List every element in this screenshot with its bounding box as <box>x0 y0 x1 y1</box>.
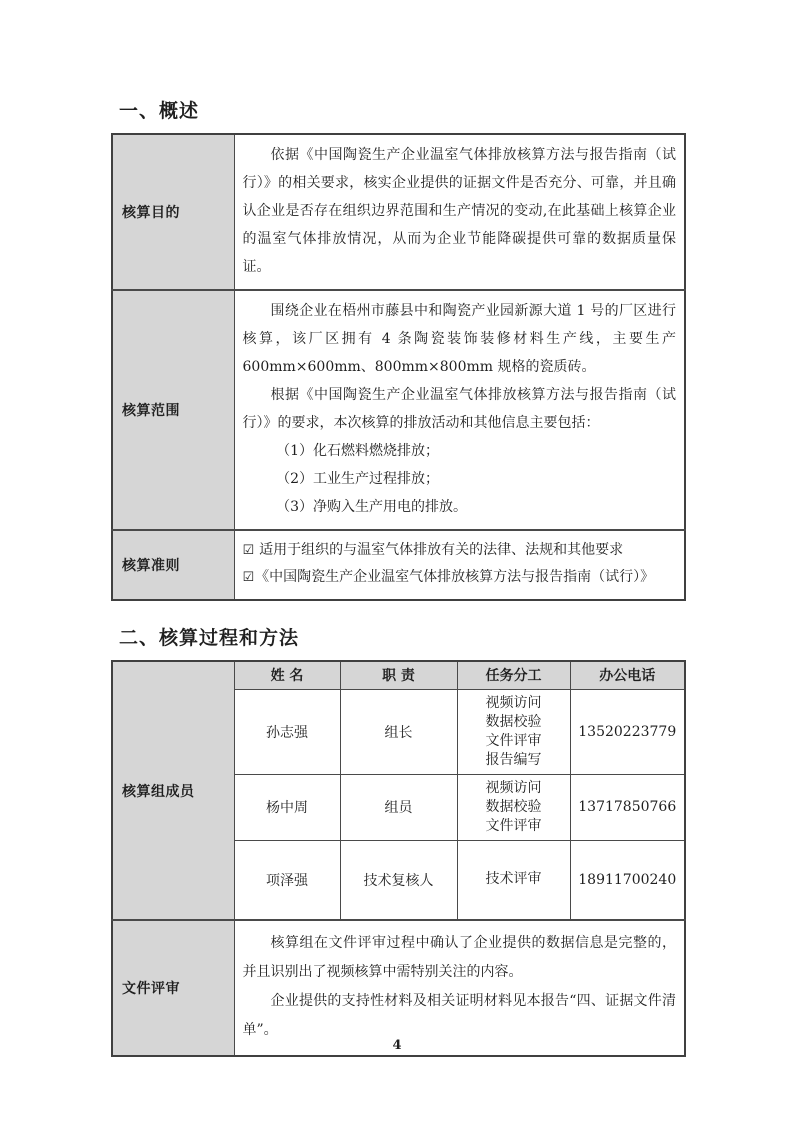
task-item: 文件评审 <box>485 817 542 834</box>
member-tasks <box>457 689 570 774</box>
page-content <box>111 0 686 1057</box>
page-number: 4 <box>392 1038 402 1053</box>
checked-checkbox-icon: ☑ <box>242 570 255 585</box>
overview-table <box>111 133 686 601</box>
member-role: 技术复核人 <box>340 840 457 920</box>
scope-label: 核算范围 <box>112 290 234 530</box>
member-phone: 13520223779 <box>570 689 685 774</box>
scope-paragraph: 围绕企业在梧州市藤县中和陶瓷产业园新源大道 1 号的厂区进行核算，该厂区拥有 4 条陶瓷装饰装修材料生产线，主要生产600mm×600mm、800mm×800mm 规格的瓷质砖。 <box>242 303 676 375</box>
team-label: 核算组成员 <box>112 661 234 920</box>
column-header-name: 姓 名 <box>234 661 340 689</box>
member-tasks <box>457 774 570 840</box>
scope-content <box>234 290 685 530</box>
criteria-label: 核算准则 <box>112 530 234 600</box>
member-phone: 13717850766 <box>570 774 685 840</box>
table-row <box>112 290 685 530</box>
column-header-duty: 职 责 <box>340 661 457 689</box>
criteria-content <box>234 530 685 600</box>
process-table <box>111 660 686 1057</box>
task-item: 数据校验 <box>485 713 542 730</box>
emission-list-item: （2）工业生产过程排放； <box>276 471 440 487</box>
review-paragraph: 核算组在文件评审过程中确认了企业提供的数据信息是完整的，并且识别出了视频核算中需特别关注的内容。 <box>242 935 676 980</box>
table-row <box>112 530 685 600</box>
criteria-item <box>243 564 677 591</box>
team-header-row <box>112 661 685 689</box>
review-paragraph: 企业提供的支持性材料及相关证明材料见本报告“四、证据文件清单”。 <box>242 993 676 1038</box>
task-item: 报告编写 <box>485 751 542 768</box>
member-role: 组员 <box>340 774 457 840</box>
task-item: 技术评审 <box>485 871 542 888</box>
review-row <box>112 920 685 1056</box>
member-name: 孙志强 <box>234 689 340 774</box>
member-name: 项泽强 <box>234 840 340 920</box>
member-name: 杨中周 <box>234 774 340 840</box>
member-tasks <box>457 840 570 920</box>
purpose-content <box>234 134 685 290</box>
column-header-tasks: 任务分工 <box>457 661 570 689</box>
table-row <box>112 134 685 290</box>
section2-heading: 二、核算过程和方法 <box>119 627 300 649</box>
purpose-paragraph: 依据《中国陶瓷生产企业温室气体排放核算方法与报告指南（试行）》的相关要求，核实企业提供的证据文件是否充分、可靠，并且确认企业是否存在组织边界范围和生产情况的变动,在此基础上核算企业的温室气体排放情况，从而为企业节能降碳提供可靠的数据质量保证。 <box>242 147 676 275</box>
member-phone: 18911700240 <box>570 840 685 920</box>
criteria-item-label: 《中国陶瓷生产企业温室气体排放核算方法与报告指南（试行）》 <box>255 569 655 585</box>
emission-list-item: （1）化石燃料燃烧排放； <box>276 443 440 459</box>
criteria-item <box>243 537 677 564</box>
member-role: 组长 <box>340 689 457 774</box>
review-label: 文件评审 <box>112 920 234 1056</box>
checked-checkbox-icon: ☑ <box>242 543 255 558</box>
emission-list-item: （3）净购入生产用电的排放。 <box>276 499 468 515</box>
review-content <box>234 920 685 1056</box>
column-header-phone: 办公电话 <box>570 661 685 689</box>
criteria-item-label: 适用于组织的与温室气体排放有关的法律、法规和其他要求 <box>259 542 624 558</box>
purpose-label: 核算目的 <box>112 134 234 290</box>
task-item: 视频访问 <box>485 694 542 711</box>
task-item: 视频访问 <box>485 779 542 796</box>
task-item: 数据校验 <box>485 798 542 815</box>
scope-paragraph: 根据《中国陶瓷生产企业温室气体排放核算方法与报告指南（试行）》的要求，本次核算的排放活动和其他信息主要包括： <box>242 387 676 431</box>
task-item: 文件评审 <box>485 732 542 749</box>
section1-heading: 一、概述 <box>119 100 200 122</box>
